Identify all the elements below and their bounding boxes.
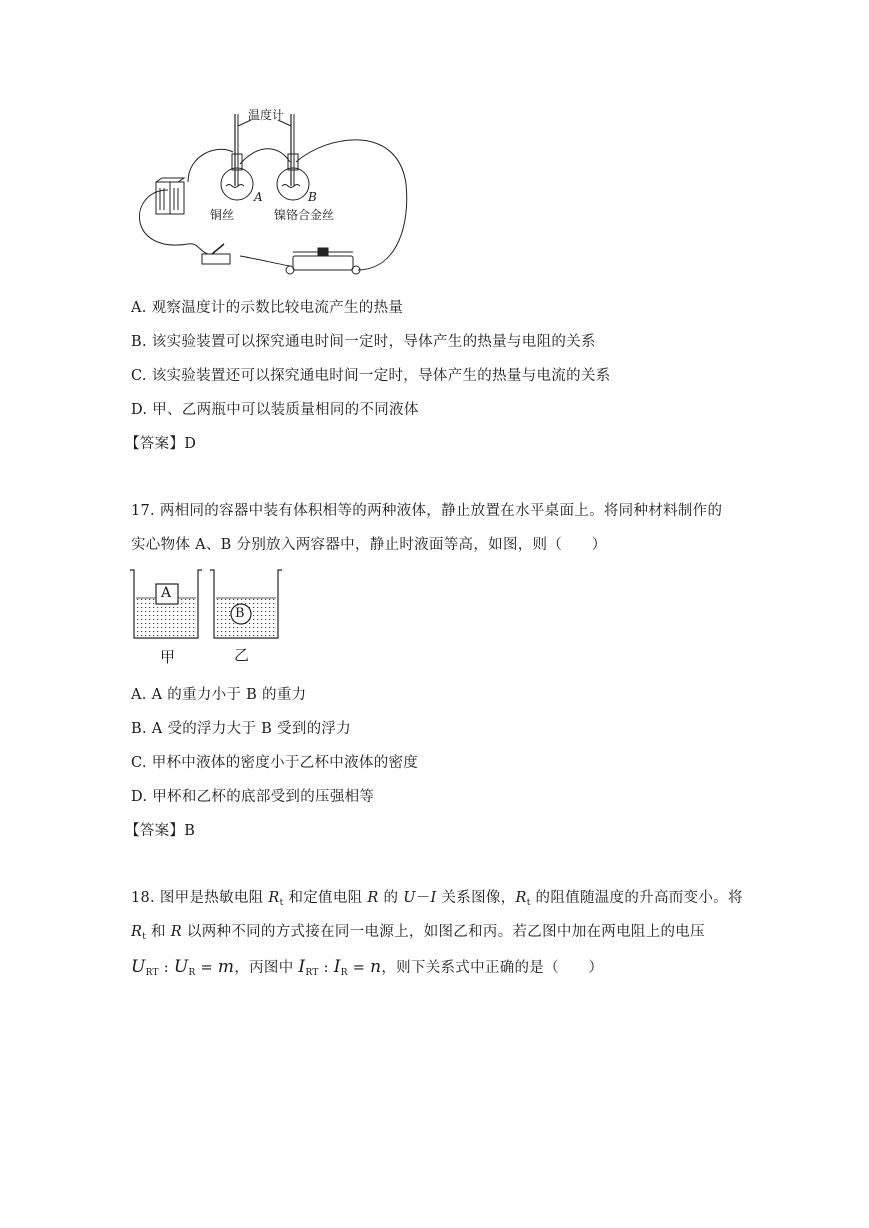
wire-right <box>296 140 407 270</box>
q16-option-d: D. 甲、乙两瓶中可以装质量相同的不同液体 <box>131 402 419 418</box>
wire-top-left <box>188 149 233 182</box>
cup2-label: 乙 <box>234 646 250 664</box>
cup1-label: 甲 <box>160 648 176 666</box>
wire1-label: 铜丝 <box>210 208 235 222</box>
beaker-diagram <box>128 566 288 646</box>
ball-b-label: B <box>235 606 245 621</box>
q18-line2 <box>131 920 705 942</box>
var-r: R <box>170 924 182 940</box>
q17-option-c: C. 甲杯中液体的密度小于乙杯中液体的密度 <box>131 755 419 771</box>
sub-rt: RT <box>145 968 159 978</box>
q18-text: ，丙图中 <box>234 960 299 976</box>
circuit-figure <box>128 104 428 286</box>
q16-option-c: C. 该实验装置还可以探究通电时间一定时，导体产生的热量与电流的关系 <box>131 368 611 384</box>
var-u: U <box>173 957 189 977</box>
q17-answer: 【答案】B <box>125 823 196 839</box>
var-n: n <box>370 957 382 977</box>
sub-t: t <box>526 898 531 908</box>
colon: : <box>318 960 334 976</box>
q18-text: ，则下关系式中正确的是（ ） <box>381 960 604 976</box>
circuit-diagram <box>128 104 428 286</box>
q18-text: 的阻值随温度的升高而变小。将 <box>530 890 743 906</box>
q17-option-b: B. A 受的浮力大于 B 受到的浮力 <box>131 721 352 737</box>
thermometer-label: 温度计 <box>248 108 285 122</box>
beaker-figure <box>128 566 288 666</box>
q17-option-a: A. A 的重力小于 B 的重力 <box>131 687 307 703</box>
label-b: B <box>308 190 317 204</box>
sub-t: t <box>279 898 284 908</box>
q16-option-a: A. 观察温度计的示数比较电流产生的热量 <box>131 300 404 316</box>
q16-option-b: B. 该实验装置可以探究通电时间一定时，导体产生的热量与电阻的关系 <box>131 334 596 350</box>
label-a: A <box>254 190 263 204</box>
dash: － <box>415 890 431 906</box>
var-i: I <box>298 957 306 977</box>
sub-t: t <box>142 932 147 942</box>
q18-text: 和 <box>146 924 171 940</box>
q17-stem-line2: 实心物体 A、B 分别放入两容器中，静止时液面等高，如图，则（ ） <box>131 537 607 553</box>
q18-text: 的 <box>378 890 404 906</box>
switch <box>202 254 230 264</box>
var-i: I <box>333 957 341 977</box>
flask-a <box>221 168 253 200</box>
q18-line1 <box>131 886 743 908</box>
q16-answer: 【答案】D <box>125 436 197 452</box>
var-r: R <box>367 890 379 906</box>
q17-stem-line1: 17. 两相同的容器中装有体积相等的两种液体，静止放置在水平桌面上。将同种材料制作的 <box>131 503 723 519</box>
wire-bottom <box>240 256 290 266</box>
q18-text: 以两种不同的方式接在同一电源上，如图乙和丙。若乙图中加在两电阻上的电压 <box>181 924 705 940</box>
var-rt: R <box>515 890 527 906</box>
block-a-label: A <box>161 585 172 601</box>
q18-text: 关系图像， <box>436 890 516 906</box>
wire-middle <box>240 149 290 164</box>
wire2-label: 镍铬合金丝 <box>274 208 335 222</box>
var-rt: R <box>268 890 280 906</box>
rheostat <box>293 256 353 270</box>
q17-option-d: D. 甲杯和乙杯的底部受到的压强相等 <box>131 789 375 805</box>
sub-r: R <box>340 968 348 978</box>
q18-text: 和定值电阻 <box>283 890 368 906</box>
var-m: m <box>217 957 235 977</box>
var-i: I <box>430 890 437 906</box>
var-u: U <box>131 957 146 977</box>
battery-cell-2 <box>170 182 184 214</box>
q18-line3 <box>131 956 603 978</box>
q18-text: 18. 图甲是热敏电阻 <box>131 890 269 906</box>
equals: = <box>195 960 218 976</box>
sub-r: R <box>188 968 196 978</box>
colon: : <box>158 960 174 976</box>
battery-cell-1 <box>156 182 170 214</box>
var-u: U <box>403 890 416 906</box>
equals: = <box>347 960 371 976</box>
var-rt: R <box>131 924 143 940</box>
sub-rt: RT <box>305 968 319 978</box>
flask-b <box>277 168 309 200</box>
